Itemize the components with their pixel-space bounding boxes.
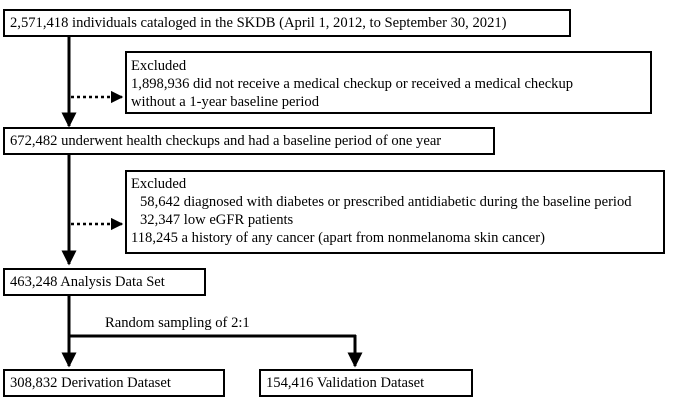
exclusion-1-heading: Excluded [131, 58, 187, 74]
validation-dataset-box [259, 369, 473, 397]
source-population-box [3, 9, 571, 37]
exclusion-box-2 [125, 170, 665, 254]
derivation-dataset-text: 308,832 Derivation Dataset [10, 375, 171, 391]
exclusion-box-1 [125, 51, 652, 114]
analysis-dataset-box [3, 268, 206, 296]
exclusion-2-heading: Excluded [131, 176, 187, 192]
exclusion-2-line-3: 118,245 a history of any cancer (apart from nonmelanoma skin cancer) [131, 230, 546, 246]
exclusion-1-line-1: 1,898,936 did not receive a medical checkup or received a medical checkup [131, 76, 574, 92]
analysis-dataset-text: 463,248 Analysis Data Set [10, 274, 165, 290]
exclusion-2-line-1: 58,642 diagnosed with diabetes or prescribed antidiabetic during the baseline period [140, 194, 632, 210]
random-sampling-label: Random sampling of 2:1 [105, 315, 250, 331]
validation-dataset-text: 154,416 Validation Dataset [266, 375, 425, 391]
baseline-cohort-box [3, 127, 495, 155]
exclusion-1-line-2: without a 1-year baseline period [131, 94, 320, 110]
baseline-cohort-text: 672,482 underwent health checkups and had a baseline period of one year [10, 133, 442, 149]
derivation-dataset-box [3, 369, 225, 397]
exclusion-2-line-2: 32,347 low eGFR patients [140, 212, 294, 228]
source-population-text: 2,571,418 individuals cataloged in the SKDB (April 1, 2012, to September 30, 2021) [10, 15, 507, 31]
